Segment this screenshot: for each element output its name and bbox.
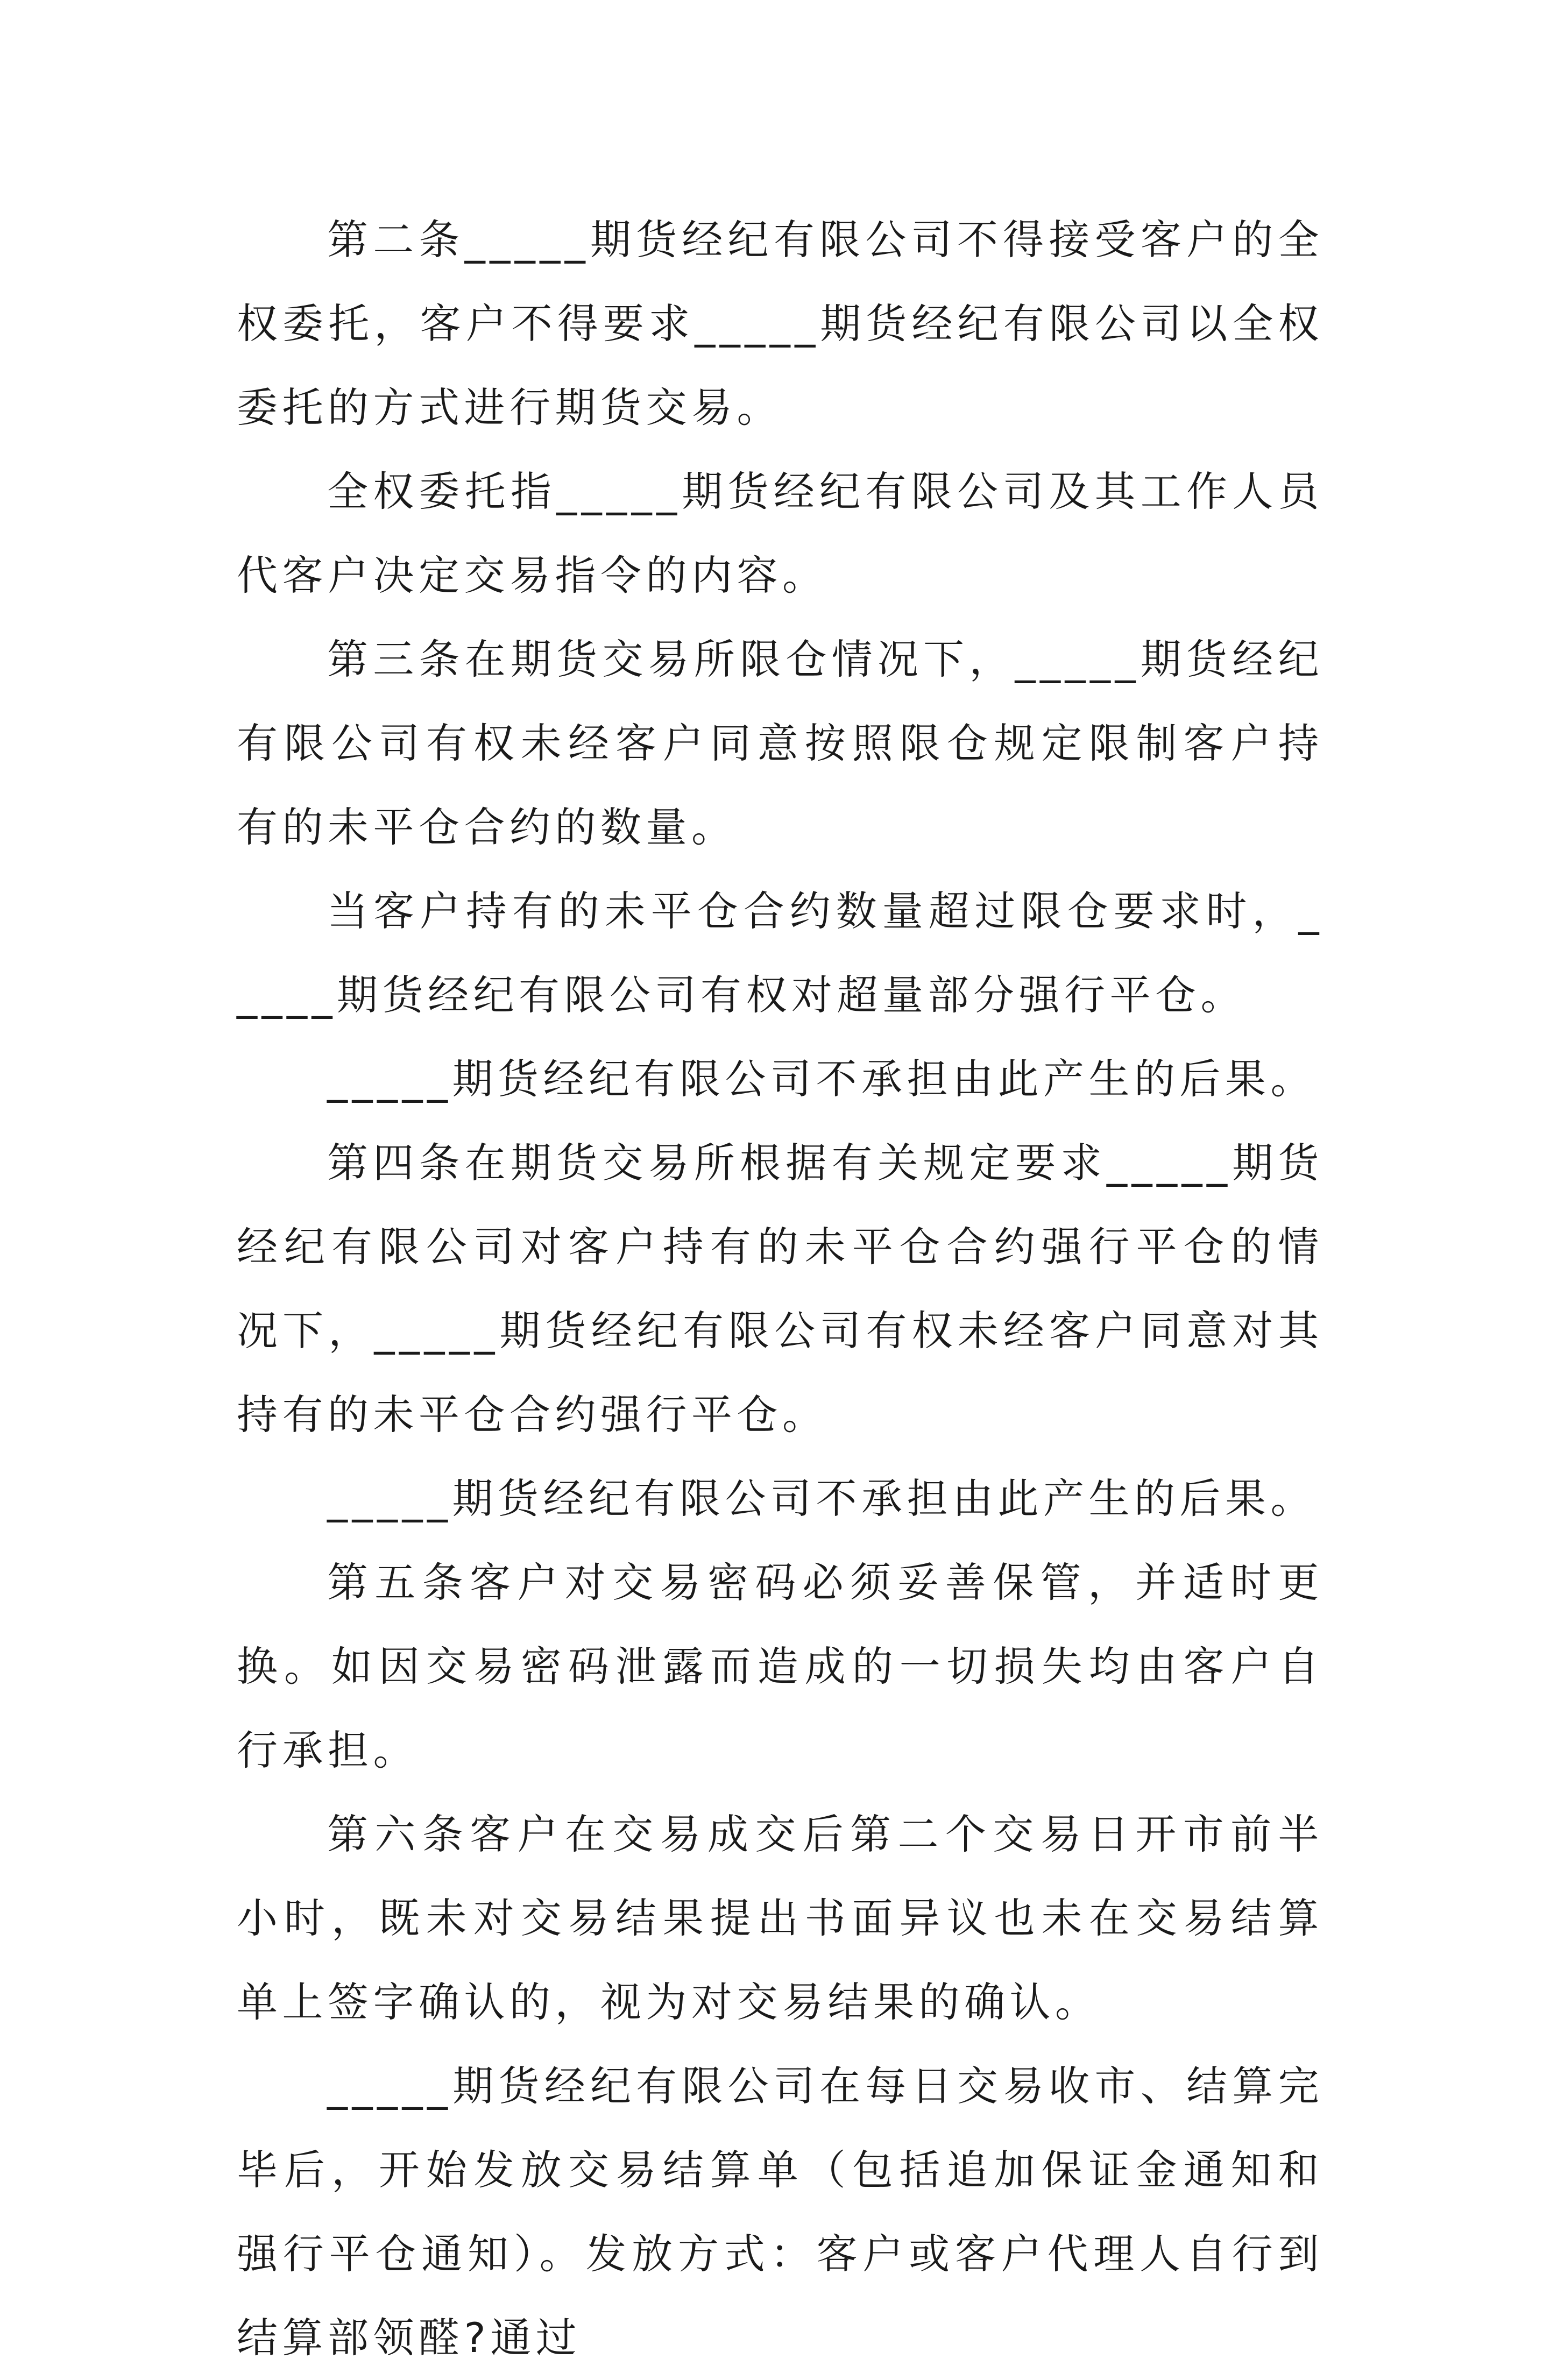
- paragraph-no-liability-2: _____期货经纪有限公司不承担由此产生的后果。: [327, 1475, 1316, 1522]
- paragraph-article-2: 第二条_____期货经纪有限公司不得接受客户的全权委托，客户不得要求_____期货经纪有限公司以全权委托的方式进行期货交易。: [237, 216, 1324, 431]
- paragraph-excess-position: 当客户持有的未平仓合约数量超过限仓要求时，_____期货经纪有限公司有权对超量部分强行平仓。: [237, 887, 1324, 1019]
- document-body: [237, 198, 1324, 2380]
- paragraph-article-4: 第四条在期货交易所根据有关规定要求_____期货经纪有限公司对客户持有的未平仓合约强行平仓的情况下，_____期货经纪有限公司有权未经客户同意对其持有的未平仓合约强行平仓。: [237, 1139, 1324, 1439]
- paragraph-article-6: 第六条客户在交易成交后第二个交易日开市前半小时，既未对交易结果提出书面异议也未在交易结算单上签字确认的，视为对交易结果的确认。: [237, 1810, 1324, 2026]
- paragraph-settlement-statement: _____期货经纪有限公司在每日交易收市、结算完毕后，开始发放交易结算单（包括追加保证金通知和强行平仓通知）。发放方式：客户或客户代理人自行到结算部领醛?通过: [237, 2062, 1324, 2362]
- paragraph-article-5: 第五条客户对交易密码必须妥善保管，并适时更换。如因交易密码泄露而造成的一切损失均由客户自行承担。: [237, 1559, 1324, 1774]
- paragraph-article-3: 第三条在期货交易所限仓情况下，_____期货经纪有限公司有权未经客户同意按照限仓规定限制客户持有的未平仓合约的数量。: [237, 635, 1324, 851]
- paragraph-no-liability-1: _____期货经纪有限公司不承担由此产生的后果。: [327, 1055, 1316, 1103]
- paragraph-full-discretion-definition: 全权委托指_____期货经纪有限公司及其工作人员代客户决定交易指令的内容。: [237, 468, 1324, 599]
